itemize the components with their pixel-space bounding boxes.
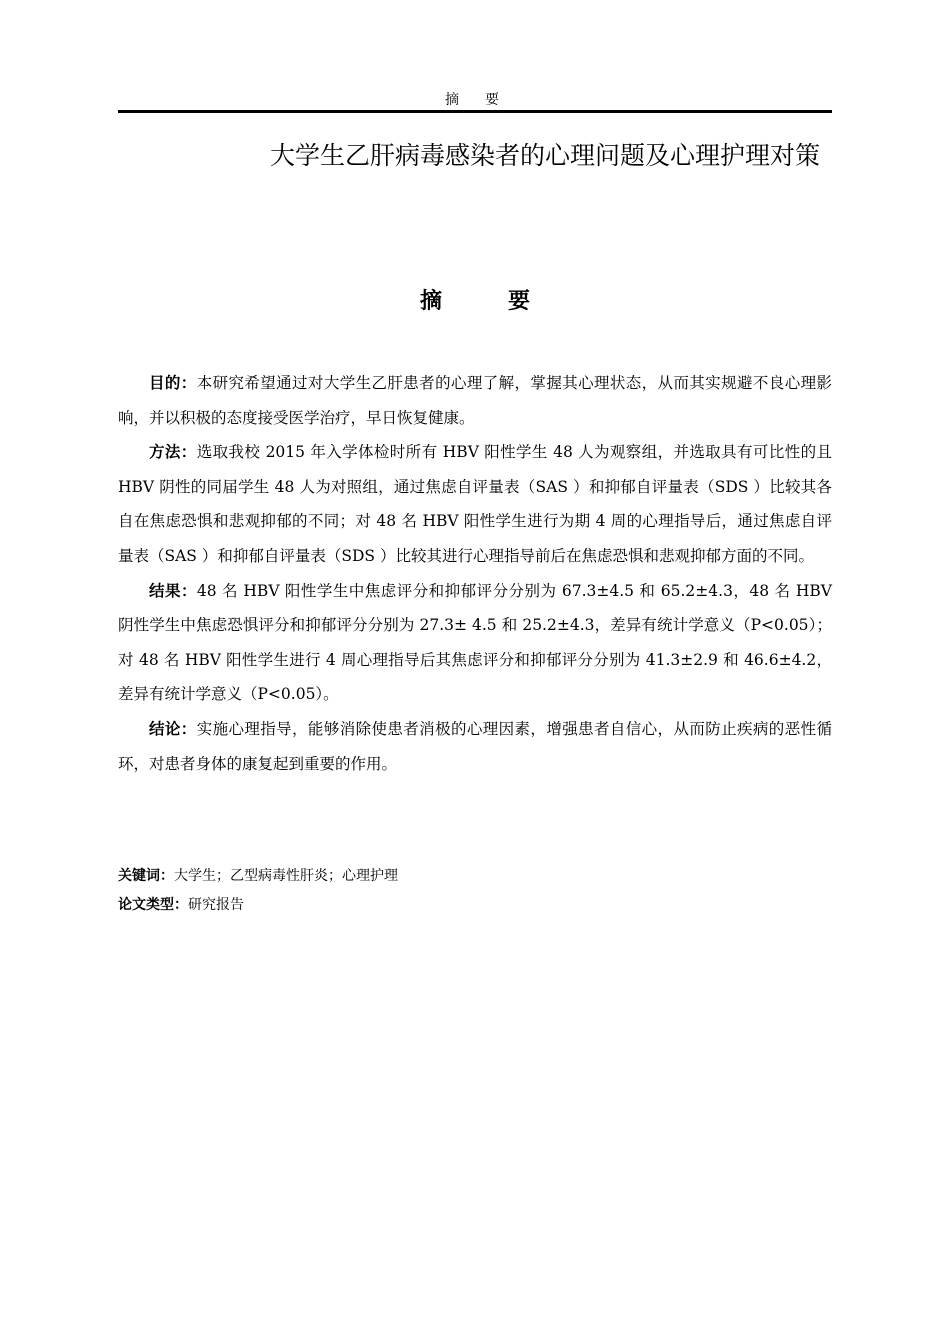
paper-type-row (118, 891, 832, 920)
header-rule (118, 110, 832, 113)
paragraph-label: 方法： (149, 443, 197, 462)
paragraph-text: 本研究希望通过对大学生乙肝患者的心理了解，掌握其心理状态，从而其实规避不良心理影响，并以积极的态度接受医学治疗，早日恢复健康。 (118, 374, 832, 427)
paragraph-label: 结果： (149, 581, 197, 600)
abstract-meta (118, 862, 832, 920)
paragraph-text: 选取我校 2015 年入学体检时所有 HBV 阳性学生 48 人为观察组，并选取具有可比性的且 HBV 阴性的同届学生 48 人为对照组，通过焦虑自评量表（SAS ）和抑郁自评量表（SDS ）比较其各自在焦虑恐惧和悲观抑郁的不同；对 48 名 HBV 阳性学生进行为期 4 周的心理指导后，通过焦虑自评量表（SAS ）和抑郁自评量表（SDS ）比较其进行心理指导前后在焦虑恐惧和悲观抑郁方面的不同。 (118, 443, 832, 565)
keywords-value: 大学生；乙型病毒性肝炎；心理护理 (174, 868, 398, 884)
running-header: 摘 要 (445, 92, 505, 108)
paragraph-text: 48 名 HBV 阳性学生中焦虑评分和抑郁评分分别为 67.3±4.5 和 65.2±4.3，48 名 HBV 阴性学生中焦虑恐惧评分和抑郁评分分别为 27.3± 4.5 和 25.2±4.3，差异有统计学意义（P<0.05）；对 48 名 HBV 阳性学生进行 4 周心理指导后其焦虑评分和抑郁评分分别为 41.3±2.9 和 46.6±4.2，差异有统计学意义（P<0.05）。 (118, 581, 832, 704)
abstract-paragraph-conclusion (118, 712, 832, 781)
abstract-paragraph-results (118, 574, 832, 712)
paper-type-value: 研究报告 (188, 897, 244, 913)
paragraph-label: 结论： (149, 719, 197, 738)
abstract-paragraph-methods (118, 435, 832, 573)
abstract-heading: 摘 要 (419, 289, 552, 314)
abstract-body (118, 366, 832, 781)
keywords-label: 关键词： (118, 868, 174, 884)
paragraph-text: 实施心理指导，能够消除使患者消极的心理因素，增强患者自信心，从而防止疾病的恶性循环，对患者身体的康复起到重要的作用。 (118, 719, 832, 773)
abstract-paragraph-objective (118, 366, 832, 435)
paper-type-label: 论文类型： (118, 897, 188, 913)
paragraph-label: 目的： (149, 374, 197, 392)
keywords-row (118, 862, 832, 891)
document-title: 大学生乙肝病毒感染者的心理问题及心理护理对策 (269, 141, 820, 170)
